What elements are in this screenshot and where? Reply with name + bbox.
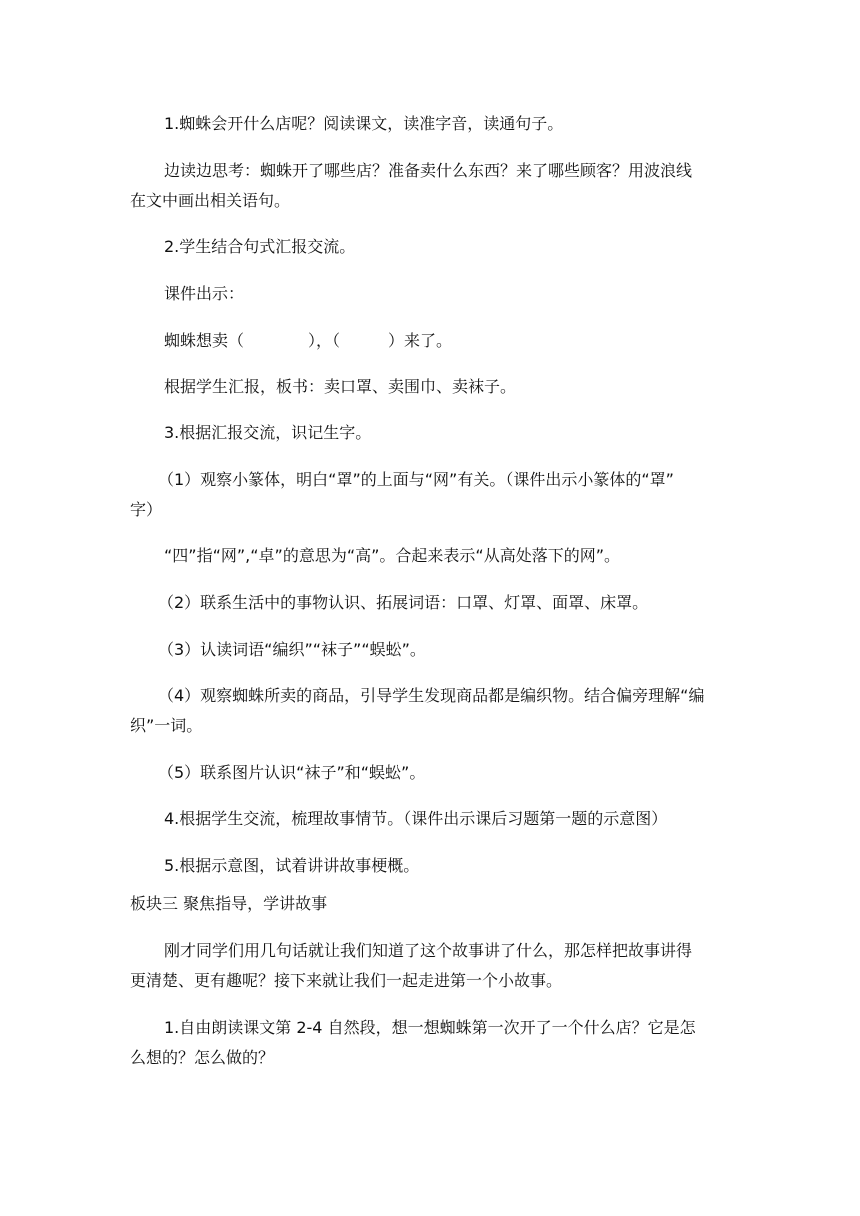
paragraph-8-line-2: 字） <box>130 500 163 519</box>
paragraph-2-line-1: 边读边思考：蜘蛛开了哪些店？准备卖什么东西？来了哪些顾客？用波浪线 <box>164 161 693 180</box>
paragraph-3: 2.学生结合句式汇报交流。 <box>164 237 356 256</box>
paragraph-4: 课件出示： <box>164 284 245 303</box>
paragraph-7: 3.根据汇报交流，识记生字。 <box>164 423 372 442</box>
paragraph-1: 1.蜘蛛会开什么店呢？阅读课文，读准字音，读通句子。 <box>164 114 564 133</box>
paragraph-10: （2）联系生活中的事物认识、拓展词语：口罩、灯罩、面罩、床罩。 <box>158 593 649 612</box>
paragraph-15: 5.根据示意图，试着讲讲故事梗概。 <box>164 856 420 875</box>
paragraph-13: （5）联系图片认识“袜子”和“蜈蚣”。 <box>158 763 426 782</box>
paragraph-17-line-2: 么想的？怎么做的？ <box>130 1048 275 1067</box>
paragraph-5: 蜘蛛想卖（ ），（ ）来了。 <box>164 331 453 350</box>
paragraph-6: 根据学生汇报，板书：卖口罩、卖围巾、卖袜子。 <box>164 377 517 396</box>
paragraph-2-line-2: 在文中画出相关语句。 <box>130 191 291 210</box>
paragraph-9: “四”指“网”,“卓”的意思为“高”。合起来表示“从高处落下的网”。 <box>164 546 620 565</box>
section-heading: 板块三 聚焦指导，学讲故事 <box>130 894 328 913</box>
paragraph-8-line-1: （1）观察小篆体，明白“罩”的上面与“网”有关。（课件出示小篆体的“罩” <box>158 470 674 489</box>
paragraph-16-line-1: 刚才同学们用几句话就让我们知道了这个故事讲了什么，那怎样把故事讲得 <box>164 941 693 960</box>
paragraph-17-line-1: 1.自由朗读课文第 2-4 自然段，想一想蜘蛛第一次开了一个什么店？它是怎 <box>164 1018 696 1037</box>
paragraph-16-line-2: 更清楚、更有趣呢？接下来就让我们一起走进第一个小故事。 <box>130 971 563 990</box>
paragraph-12-line-2: 织”一词。 <box>130 716 203 735</box>
paragraph-14: 4.根据学生交流，梳理故事情节。（课件出示课后习题第一题的示意图） <box>164 809 668 828</box>
paragraph-11: （3）认读词语“编织”“袜子”“蜈蚣”。 <box>158 640 426 659</box>
paragraph-12-line-1: （4）观察蜘蛛所卖的商品，引导学生发现商品都是编织物。结合偏旁理解“编 <box>158 686 705 705</box>
